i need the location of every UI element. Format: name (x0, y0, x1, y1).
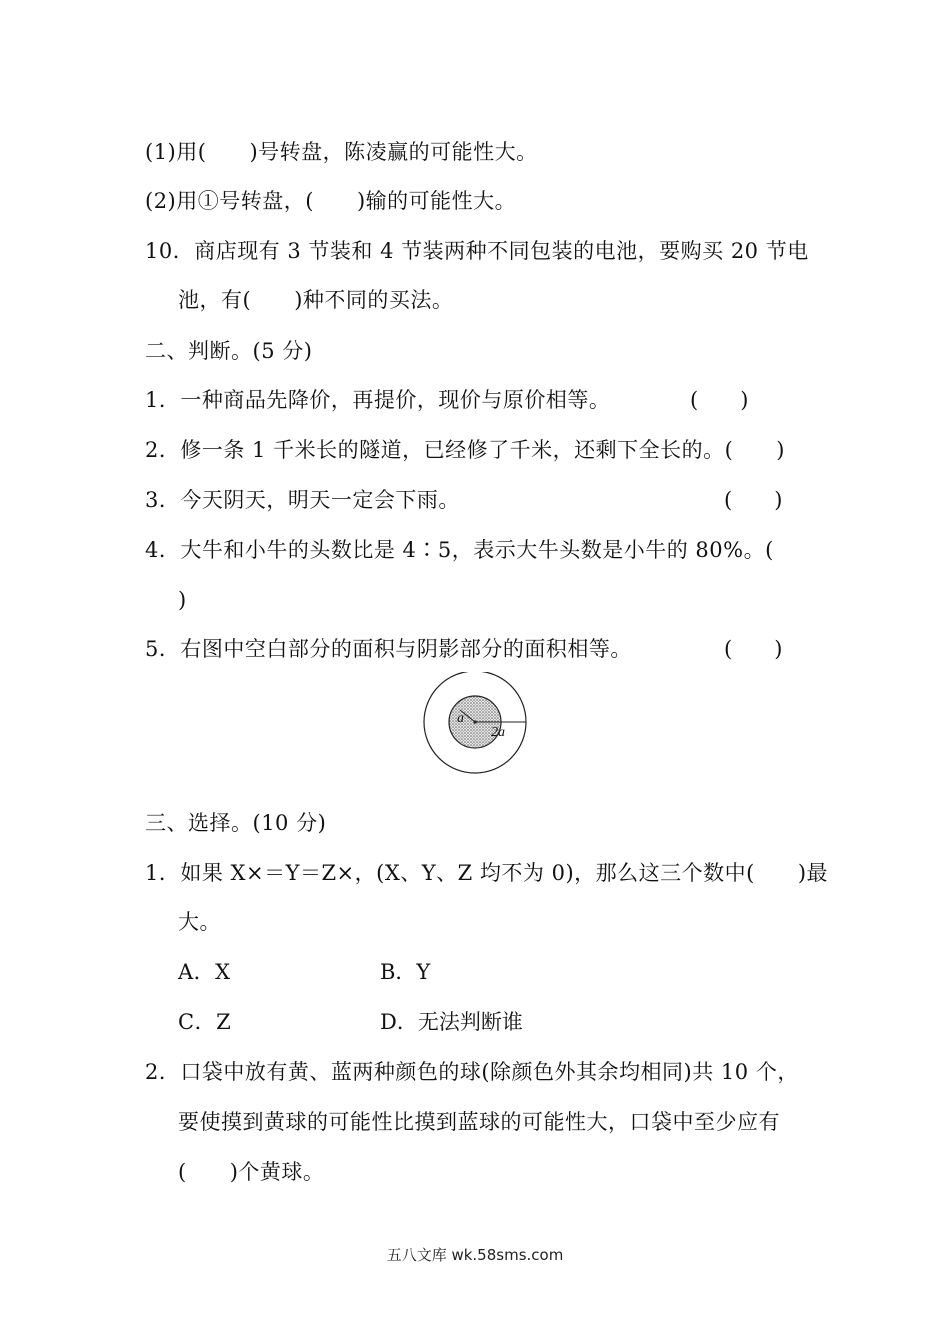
center-point (473, 720, 476, 723)
choice-question-2-line-2: 要使摸到黄球的可能性比摸到蓝球的可能性大，口袋中至少应有 (178, 1110, 780, 1134)
judge-question-2: 2．修一条 1 千米长的隧道，已经修了千米，还剩下全长的。( ) (145, 438, 785, 462)
concentric-circles-diagram (422, 672, 528, 778)
choice-1-option-c: C．Z (178, 1010, 232, 1034)
section-2-heading: 二、判断。(5 分) (145, 339, 313, 363)
choice-1-option-b: B．Y (380, 960, 431, 984)
choice-question-1-line-1: 1．如果 X×＝Y＝Z×，(X、Y、Z 均不为 0)，那么这三个数中( )最 (145, 861, 829, 885)
judge-question-3: 3．今天阴天，明天一定会下雨。 (145, 488, 460, 512)
judge-question-1: 1．一种商品先降价，再提价，现价与原价相等。 (145, 388, 611, 412)
choice-question-2-line-1: 2．口袋中放有黄、蓝两种颜色的球(除颜色外其余均相同)共 10 个， (145, 1060, 799, 1084)
judge-question-5-answer-blank: ( ) (724, 637, 783, 661)
judge-question-3-answer-blank: ( ) (724, 488, 783, 512)
choice-1-option-d: D．无法判断谁 (380, 1010, 523, 1034)
question-10-line-1: 10．商店现有 3 节装和 4 节装两种不同包装的电池，要购买 20 节电 (145, 239, 809, 263)
judge-question-4-line-2: ) (178, 588, 187, 612)
concentric-circles-figure (422, 672, 528, 778)
judge-question-1-answer-blank: ( ) (690, 388, 749, 412)
question-9-part-1: (1)用( )号转盘，陈凌赢的可能性大。 (145, 140, 538, 164)
question-9-part-2: (2)用①号转盘，( )输的可能性大。 (145, 189, 517, 213)
outer-radius-label: 2a (491, 725, 505, 740)
footer-watermark: 五八文库 wk.58sms.com (386, 1246, 564, 1264)
choice-question-1-line-2: 大。 (178, 910, 221, 934)
question-10-line-2: 池，有( )种不同的买法。 (178, 288, 454, 312)
section-3-heading: 三、选择。(10 分) (145, 811, 327, 835)
judge-question-4-line-1: 4．大牛和小牛的头数比是 4∶5，表示大牛头数是小牛的 80%。( (145, 538, 774, 562)
choice-question-2-line-3: ( )个黄球。 (178, 1160, 325, 1184)
choice-1-option-a: A．X (178, 960, 231, 984)
inner-radius-label: a (457, 711, 464, 726)
judge-question-5: 5．右图中空白部分的面积与阴影部分的面积相等。 (145, 637, 632, 661)
